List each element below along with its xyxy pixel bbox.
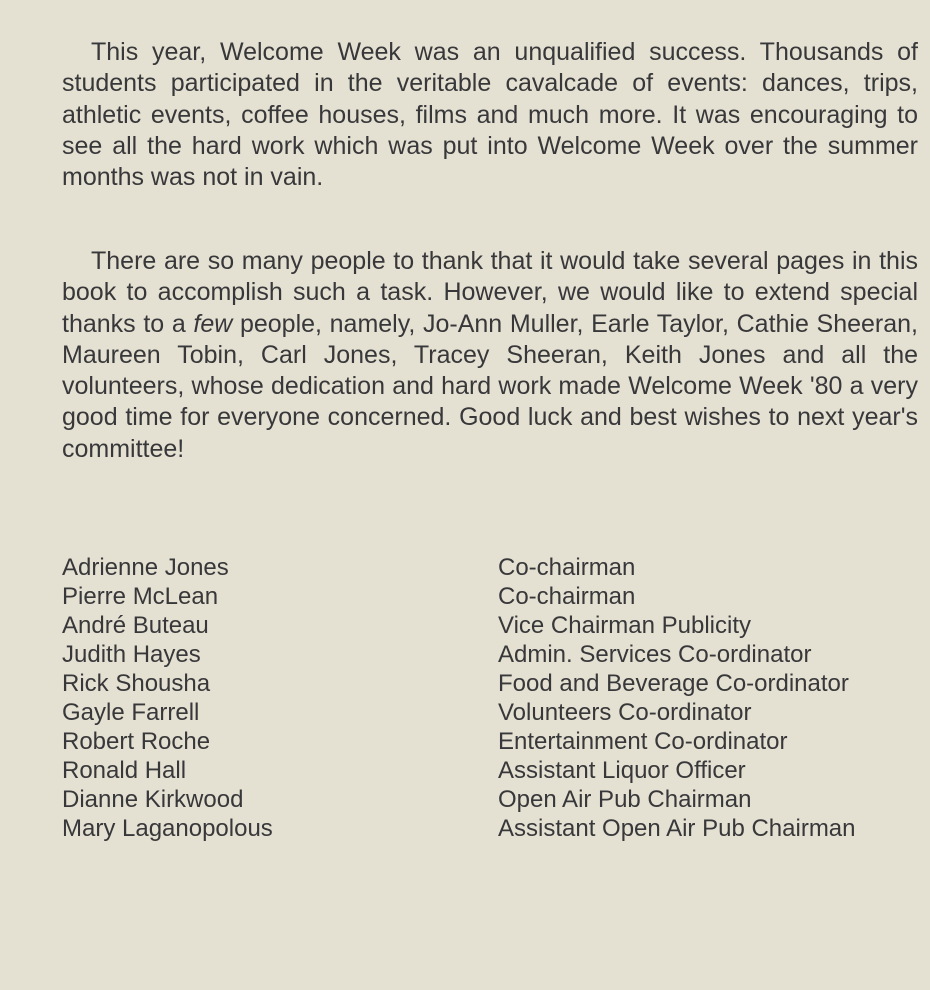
member-role: Open Air Pub Chairman xyxy=(498,786,752,813)
committee-row xyxy=(62,640,922,669)
member-role: Co-chairman xyxy=(498,583,636,610)
member-role: Food and Beverage Co-ordinator xyxy=(498,670,849,697)
member-role: Assistant Open Air Pub Chairman xyxy=(498,815,856,842)
committee-row xyxy=(62,582,922,611)
committee-row xyxy=(62,669,922,698)
member-role: Entertainment Co-ordinator xyxy=(498,728,788,755)
committee-row xyxy=(62,553,922,582)
member-name: Dianne Kirkwood xyxy=(62,786,244,813)
member-name: Gayle Farrell xyxy=(62,699,200,726)
committee-roster xyxy=(62,553,922,843)
committee-row xyxy=(62,727,922,756)
member-role: Vice Chairman Publicity xyxy=(498,612,751,639)
member-role: Assistant Liquor Officer xyxy=(498,757,746,784)
committee-row xyxy=(62,756,922,785)
member-name: Rick Shousha xyxy=(62,670,211,697)
committee-row xyxy=(62,785,922,814)
committee-row xyxy=(62,611,922,640)
committee-row xyxy=(62,698,922,727)
thanks-paragraph xyxy=(62,246,918,465)
committee-row xyxy=(62,814,922,843)
member-name: Judith Hayes xyxy=(62,641,201,668)
member-name: Adrienne Jones xyxy=(62,554,229,581)
member-role: Co-chairman xyxy=(498,554,636,581)
member-role: Volunteers Co-ordinator xyxy=(498,699,752,726)
member-name: Robert Roche xyxy=(62,728,211,755)
thanks-text-start: There are so many people to thank that it would take several pages in this book to accomplish such a task. However, we would like to extend special thanks to a xyxy=(62,247,918,338)
thanks-text-end: people, namely, Jo-Ann Muller, Earle Taylor, Cathie Sheeran, Maureen Tobin, Carl Jones, Tracey Sheeran, Keith Jones and all the volunteers, whose dedication and hard work made Welcome Week '80 a very good time for everyone concerned. Good luck and best wishes to next year's committee! xyxy=(62,309,918,463)
emphasized-word: few xyxy=(193,309,233,338)
member-name: Mary Laganopolous xyxy=(62,815,273,842)
member-role: Admin. Services Co-ordinator xyxy=(498,641,812,668)
intro-paragraph: This year, Welcome Week was an unqualified success. Thousands of students participated in the veritable cavalcade of events: dances, trips, athletic events, coffee houses, films and much more. It was encouraging to see all the hard work which was put into Welcome Week over the summer months was not in vain. xyxy=(62,38,918,192)
member-name: André Buteau xyxy=(62,612,209,639)
member-name: Ronald Hall xyxy=(62,757,187,784)
member-name: Pierre McLean xyxy=(62,583,219,610)
